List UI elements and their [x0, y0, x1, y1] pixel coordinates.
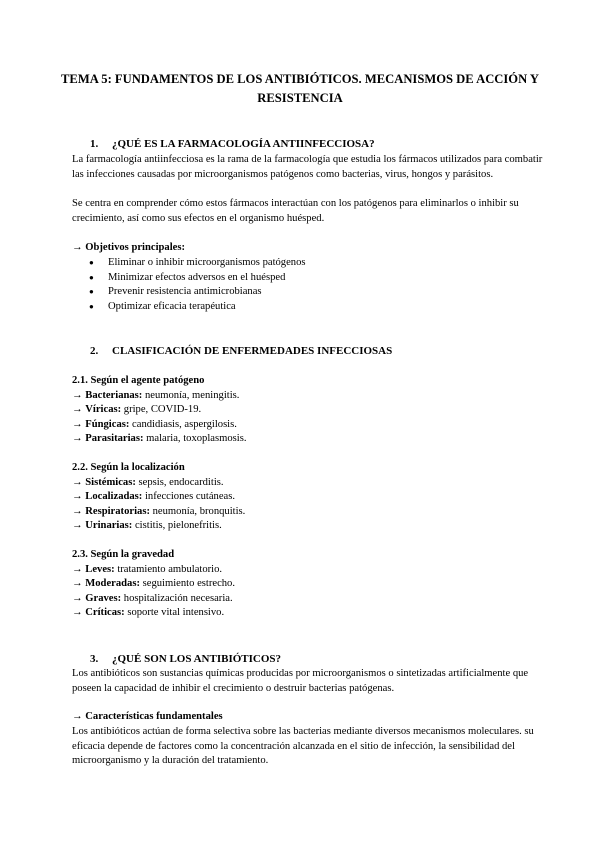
classification-item: [72, 476, 544, 491]
item-desc: tratamiento ambulatorio.: [114, 563, 223, 575]
section-3-paragraph-2: Los antibióticos actúan de forma selectiva sobre las bacterias mediante diversos mecanismos moleculares. su eficacia depende de factores como la concentración alcanzada en el sitio de infección, la sensibilidad del microorganismo y la duración del tratamiento.: [72, 726, 534, 767]
arrow-glyph: →: [72, 607, 83, 619]
section-1-paragraph-2: Se centra en comprender cómo estos fármacos interactúan con los patógenos para eliminarlos o inhibir su crecimiento, así como sus efectos en el organismo huésped.: [72, 198, 519, 224]
arrow-glyph: →: [72, 491, 83, 503]
item-desc: neumonía, bronquitis.: [149, 505, 246, 517]
arrow-glyph: →: [72, 418, 83, 430]
classification-group-location: [72, 461, 544, 534]
classification-item: [72, 563, 544, 578]
classification-item: [72, 592, 544, 607]
item-desc: soporte vital intensivo.: [124, 607, 225, 619]
arrow-glyph: →: [72, 433, 83, 445]
item-desc: hospitalización necesaria.: [121, 592, 233, 604]
objectives-list: [72, 256, 544, 314]
item-desc: sepsis, endocarditis.: [135, 476, 224, 488]
item-term: Graves:: [85, 592, 122, 604]
item-term: Parasitarias:: [85, 433, 144, 445]
arrow-glyph: →: [72, 578, 83, 590]
arrow-glyph: →: [72, 563, 83, 575]
classification-item: [72, 606, 544, 621]
objective-item: ● Prevenir resistencia antimicrobianas: [72, 285, 544, 300]
arrow-glyph: →: [72, 404, 83, 416]
section-3-number: 3.: [90, 653, 99, 665]
classification-item: [72, 389, 544, 404]
item-term: Moderadas:: [85, 578, 140, 590]
item-desc: cistitis, pielonefritis.: [132, 520, 222, 532]
item-term: Sistémicas:: [85, 476, 136, 488]
section-3-heading: [72, 652, 544, 667]
item-term: Respiratorias:: [85, 505, 150, 517]
classification-item: [72, 577, 544, 592]
item-desc: infecciones cutáneas.: [142, 491, 235, 503]
classification-group-severity: [72, 548, 544, 621]
group-title: 2.2. Según la localización: [72, 462, 185, 473]
arrow-glyph: →: [72, 389, 83, 401]
item-term: Víricas:: [85, 404, 122, 416]
classification-item: [72, 490, 544, 505]
arrow-glyph: →: [72, 592, 83, 604]
group-title: 2.1. Según el agente patógeno: [72, 375, 205, 386]
features-heading: → Características fundamentales: [72, 711, 223, 722]
arrow-glyph: →: [72, 520, 83, 532]
classification-item: [72, 403, 544, 418]
section-3-paragraph-1: Los antibióticos son sustancias químicas producidas por microorganismos o sintetizadas artificialmente que poseen la capacidad de inhibir el crecimiento o destruir bacterias patógenas.: [72, 668, 529, 694]
section-2-number: 2.: [90, 345, 99, 357]
section-1-number: 1.: [90, 138, 99, 150]
group-title: 2.3. Según la gravedad: [72, 549, 175, 560]
item-term: Urinarias:: [85, 520, 133, 532]
arrow-glyph: →: [72, 505, 83, 517]
section-1-heading: [72, 137, 544, 152]
section-3-title: ¿QUÉ SON LOS ANTIBIÓTICOS?: [112, 653, 282, 665]
classification-item: [72, 505, 544, 520]
item-term: Leves:: [85, 563, 115, 575]
item-desc: neumonía, meningitis.: [142, 389, 240, 401]
item-desc: gripe, COVID-19.: [121, 404, 202, 416]
objective-item: ● Optimizar eficacia terapéutica: [72, 300, 544, 315]
item-term: Fúngicas:: [85, 418, 130, 430]
item-desc: candidiasis, aspergilosis.: [129, 418, 237, 430]
section-2-title: CLASIFICACIÓN DE ENFERMEDADES INFECCIOSAS: [112, 345, 393, 357]
item-term: Críticas:: [85, 607, 125, 619]
section-2-heading: [72, 344, 544, 359]
item-desc: seguimiento estrecho.: [139, 578, 236, 590]
objectives-heading: → Objetivos principales:: [72, 242, 185, 253]
classification-item: [72, 418, 544, 433]
item-desc: malaria, toxoplasmosis.: [143, 433, 247, 445]
item-term: Bacterianas:: [85, 389, 143, 401]
classification-group-agent: [72, 374, 544, 447]
arrow-glyph: →: [72, 476, 83, 488]
section-1-paragraph-1: La farmacología antiinfecciosa es la rama de la farmacología que estudia los fármacos utilizados para combatir las infecciones causadas por microorganismos patógenos como bacterias, virus, hongos y parásitos.: [72, 154, 543, 180]
document-title: TEMA 5: FUNDAMENTOS DE LOS ANTIBIÓTICOS. MECANISMOS DE ACCIÓN Y RESISTENCIA: [61, 72, 539, 105]
objective-item: ● Eliminar o inhibir microorganismos patógenos: [72, 256, 544, 271]
classification-item: [72, 432, 544, 447]
item-term: Localizadas:: [85, 491, 143, 503]
objective-item: ● Minimizar efectos adversos en el huésped: [72, 271, 544, 286]
classification-item: [72, 519, 544, 534]
section-1-title: ¿QUÉ ES LA FARMACOLOGÍA ANTIINFECCIOSA?: [112, 138, 375, 150]
